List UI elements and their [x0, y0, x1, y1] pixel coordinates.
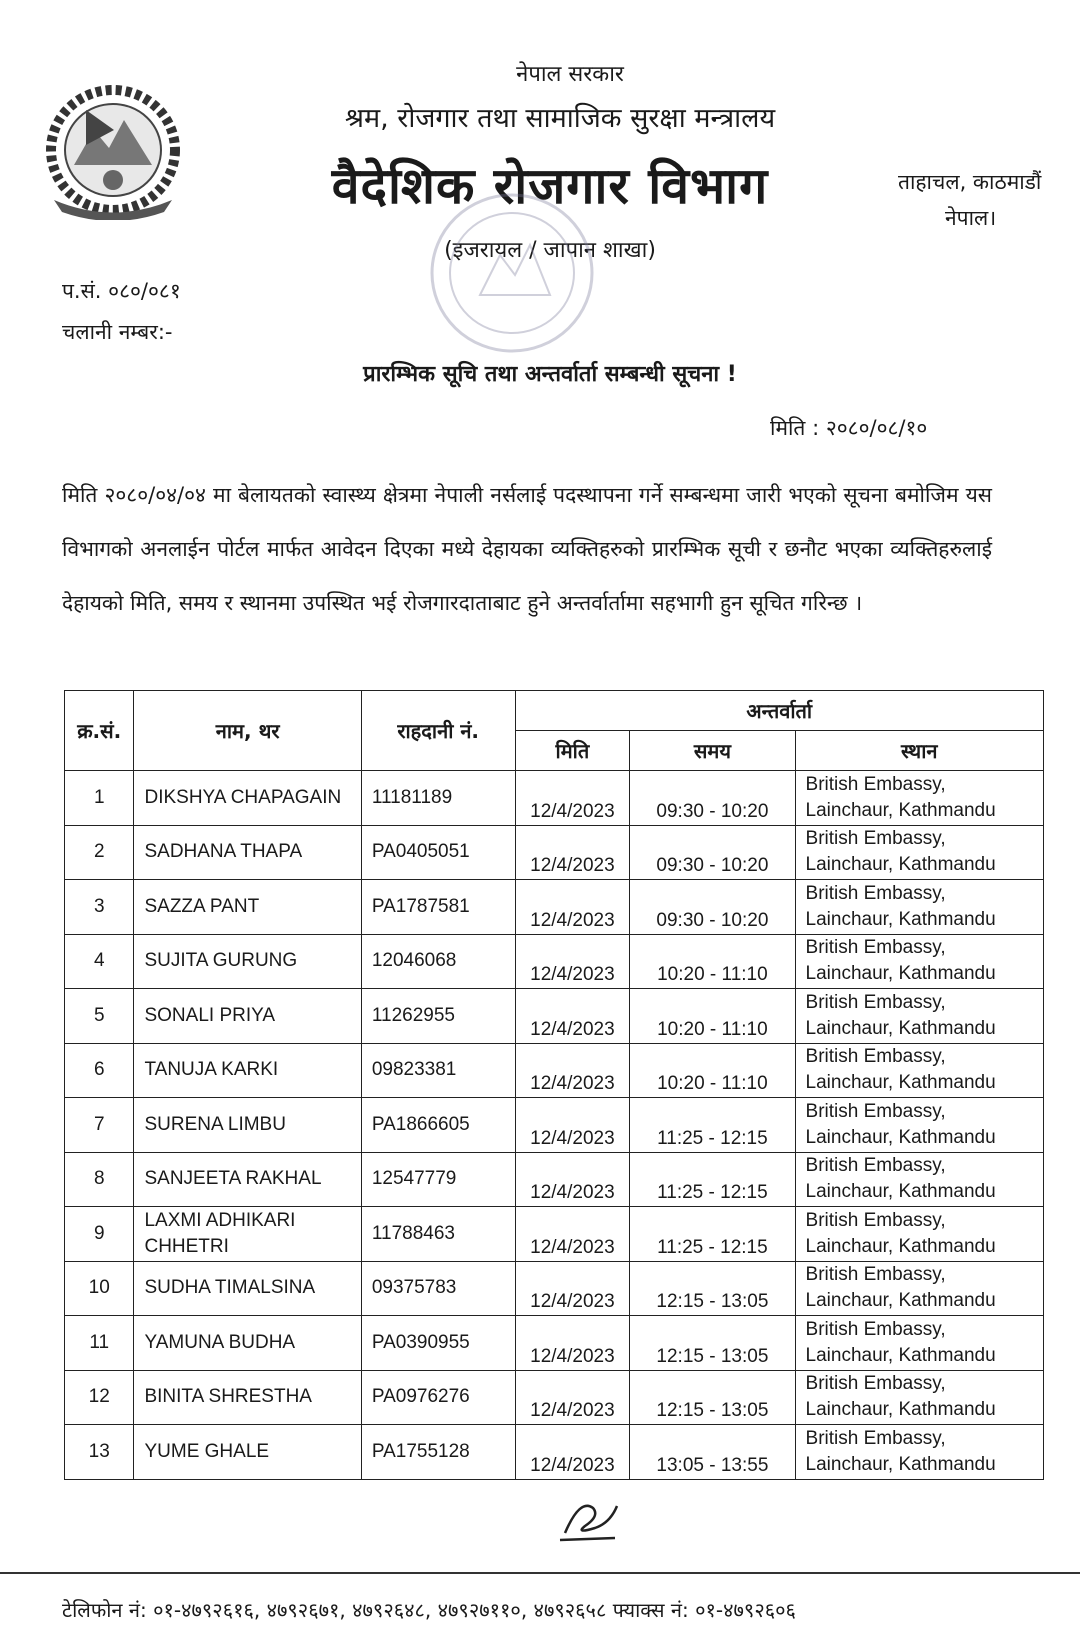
cell-name: SUJITA GURUNG — [134, 934, 361, 989]
header-sn: क्र.सं. — [65, 691, 134, 771]
table-row — [65, 825, 1044, 880]
venue-line-2: Lainchaur, Kathmandu — [805, 963, 996, 985]
cell-time: 11:25 - 12:15 — [630, 1207, 795, 1262]
cell-sn: 6 — [65, 1043, 134, 1098]
notice-body: मिति २०८०/०४/०४ मा बेलायतको स्वास्थ्य क्षेत्रमा नेपाली नर्सलाई पदस्थापना गर्ने सम्बन्धमा जारी भएको सूचना बमोजिम यस विभागको अनलाईन पोर्टल मार्फत आवेदन दिएका मध्ये देहायका व्यक्तिहरुको प्रारम्भिक सूची र छनौट भएका व्यक्तिहरुलाई देहायको मिति, समय र स्थानमा उपस्थित भई रोजगारदाताबाट हुने अन्तर्वार्तामा सहभागी हुन सूचित गरिन्छ । — [62, 483, 992, 615]
cell-sn: 8 — [65, 1152, 134, 1207]
cell-time: 10:20 - 11:10 — [630, 1043, 795, 1098]
cell-venue — [795, 1098, 1043, 1153]
cell-passport: 12547779 — [361, 1152, 515, 1207]
cell-venue — [795, 1425, 1043, 1480]
venue-line-1: British Embassy, — [805, 1209, 946, 1231]
venue-line-2: Lainchaur, Kathmandu — [805, 1344, 996, 1366]
cell-time: 09:30 - 10:20 — [630, 880, 795, 935]
cell-passport: PA0390955 — [361, 1316, 515, 1371]
notice-subject: प्रारम्भिक सूचि तथा अन्तर्वार्ता सम्बन्धी सूचना ! — [363, 362, 737, 387]
dispatch-number: चलानी नम्बर:- — [62, 320, 173, 344]
cell-date: 12/4/2023 — [515, 1261, 630, 1316]
cell-name: YAMUNA BUDHA — [134, 1316, 361, 1371]
venue-line-2: Lainchaur, Kathmandu — [805, 1181, 996, 1203]
cell-venue — [795, 771, 1043, 826]
cell-sn: 5 — [65, 989, 134, 1044]
cell-name: LAXMI ADHIKARI CHHETRI — [134, 1207, 361, 1262]
cell-sn: 4 — [65, 934, 134, 989]
cell-date: 12/4/2023 — [515, 1425, 630, 1480]
table-row — [65, 934, 1044, 989]
venue-line-2: Lainchaur, Kathmandu — [805, 854, 996, 876]
cell-sn: 12 — [65, 1370, 134, 1425]
cell-name: SONALI PRIYA — [134, 989, 361, 1044]
cell-venue — [795, 1043, 1043, 1098]
venue-line-1: British Embassy, — [805, 1373, 946, 1395]
cell-time: 11:25 - 12:15 — [630, 1152, 795, 1207]
cell-venue — [795, 1152, 1043, 1207]
venue-line-1: British Embassy, — [805, 1427, 946, 1449]
cell-time: 10:20 - 11:10 — [630, 989, 795, 1044]
table-body — [65, 771, 1044, 1480]
header-name: नाम, थर — [134, 691, 361, 771]
cell-passport: PA1787581 — [361, 880, 515, 935]
cell-name: DIKSHYA CHAPAGAIN — [134, 771, 361, 826]
cell-sn: 13 — [65, 1425, 134, 1480]
footer-divider — [0, 1572, 1080, 1574]
venue-line-1: British Embassy, — [805, 1264, 946, 1286]
cell-date: 12/4/2023 — [515, 825, 630, 880]
table-row — [65, 1098, 1044, 1153]
branch-name: (इजरायल / जापान शाखा) — [444, 238, 656, 263]
cell-time: 11:25 - 12:15 — [630, 1098, 795, 1153]
table-row — [65, 1370, 1044, 1425]
venue-line-2: Lainchaur, Kathmandu — [805, 1290, 996, 1312]
cell-venue — [795, 880, 1043, 935]
cell-name: YUME GHALE — [134, 1425, 361, 1480]
signature-mark — [555, 1488, 625, 1548]
table-row — [65, 1043, 1044, 1098]
venue-line-2: Lainchaur, Kathmandu — [805, 1126, 996, 1148]
table-row — [65, 1207, 1044, 1262]
department-seal-stamp — [420, 185, 605, 360]
cell-sn: 2 — [65, 825, 134, 880]
cell-date: 12/4/2023 — [515, 1316, 630, 1371]
government-name: नेपाल सरकार — [516, 62, 624, 87]
cell-passport: PA1866605 — [361, 1098, 515, 1153]
ministry-name: श्रम, रोजगार तथा सामाजिक सुरक्षा मन्त्रालय — [344, 103, 776, 134]
header-venue: स्थान — [795, 731, 1043, 771]
venue-line-1: British Embassy, — [805, 773, 946, 795]
table-row — [65, 771, 1044, 826]
cell-venue — [795, 1370, 1043, 1425]
venue-line-2: Lainchaur, Kathmandu — [805, 1072, 996, 1094]
cell-time: 13:05 - 13:55 — [630, 1425, 795, 1480]
cell-name: SURENA LIMBU — [134, 1098, 361, 1153]
reference-number: प.सं. ०८०/०८१ — [62, 279, 181, 303]
cell-name: BINITA SHRESTHA — [134, 1370, 361, 1425]
cell-date: 12/4/2023 — [515, 1207, 630, 1262]
cell-sn: 11 — [65, 1316, 134, 1371]
venue-line-2: Lainchaur, Kathmandu — [805, 1017, 996, 1039]
cell-date: 12/4/2023 — [515, 989, 630, 1044]
table-row — [65, 1425, 1044, 1480]
cell-sn: 9 — [65, 1207, 134, 1262]
cell-time: 12:15 - 13:05 — [630, 1370, 795, 1425]
header-passport: राहदानी नं. — [361, 691, 515, 771]
cell-time: 12:15 - 13:05 — [630, 1316, 795, 1371]
cell-venue — [795, 1316, 1043, 1371]
address-line-1: ताहाचल, काठमाडौं — [898, 170, 1042, 194]
cell-passport: 09375783 — [361, 1261, 515, 1316]
header-time: समय — [630, 731, 795, 771]
header-date: मिति — [515, 731, 630, 771]
cell-date: 12/4/2023 — [515, 771, 630, 826]
cell-passport: 12046068 — [361, 934, 515, 989]
cell-passport: PA0405051 — [361, 825, 515, 880]
venue-line-1: British Embassy, — [805, 937, 946, 959]
cell-date: 12/4/2023 — [515, 1043, 630, 1098]
cell-sn: 10 — [65, 1261, 134, 1316]
cell-time: 09:30 - 10:20 — [630, 771, 795, 826]
table-row — [65, 880, 1044, 935]
cell-venue — [795, 934, 1043, 989]
venue-line-1: British Embassy, — [805, 1100, 946, 1122]
cell-sn: 3 — [65, 880, 134, 935]
table-row — [65, 1261, 1044, 1316]
table-row — [65, 1152, 1044, 1207]
cell-sn: 7 — [65, 1098, 134, 1153]
address-line-2: नेपाल। — [945, 206, 997, 230]
venue-line-2: Lainchaur, Kathmandu — [805, 799, 996, 821]
cell-passport: 11788463 — [361, 1207, 515, 1262]
cell-time: 09:30 - 10:20 — [630, 825, 795, 880]
cell-venue — [795, 1207, 1043, 1262]
venue-line-2: Lainchaur, Kathmandu — [805, 1235, 996, 1257]
department-name: वैदेशिक रोजगार विभाग — [331, 157, 769, 215]
cell-date: 12/4/2023 — [515, 1098, 630, 1153]
cell-name: SUDHA TIMALSINA — [134, 1261, 361, 1316]
cell-passport: 11262955 — [361, 989, 515, 1044]
cell-name: TANUJA KARKI — [134, 1043, 361, 1098]
table-row — [65, 989, 1044, 1044]
cell-name: SAZZA PANT — [134, 880, 361, 935]
cell-venue — [795, 989, 1043, 1044]
header-interview: अन्तर्वार्ता — [515, 691, 1043, 731]
venue-line-1: British Embassy, — [805, 828, 946, 850]
candidate-table — [64, 690, 1044, 1480]
venue-line-1: British Embassy, — [805, 1155, 946, 1177]
cell-date: 12/4/2023 — [515, 1370, 630, 1425]
notice-date: मिति : २०८०/०८/१० — [770, 416, 928, 440]
cell-time: 10:20 - 11:10 — [630, 934, 795, 989]
cell-passport: PA0976276 — [361, 1370, 515, 1425]
cell-name: SANJEETA RAKHAL — [134, 1152, 361, 1207]
venue-line-2: Lainchaur, Kathmandu — [805, 1399, 996, 1421]
cell-venue — [795, 1261, 1043, 1316]
cell-passport: 11181189 — [361, 771, 515, 826]
contact-footer: टेलिफोन नं: ०१-४७९२६१६, ४७९२६७१, ४७९२६४८, ४७९२७११०, ४७९२६५८ फ्याक्स नं: ०१-४७९२६०६ — [62, 1598, 796, 1622]
cell-venue — [795, 825, 1043, 880]
cell-date: 12/4/2023 — [515, 880, 630, 935]
venue-line-1: British Embassy, — [805, 991, 946, 1013]
cell-time: 12:15 - 13:05 — [630, 1261, 795, 1316]
venue-line-2: Lainchaur, Kathmandu — [805, 1453, 996, 1475]
venue-line-2: Lainchaur, Kathmandu — [805, 908, 996, 930]
venue-line-1: British Embassy, — [805, 882, 946, 904]
cell-sn: 1 — [65, 771, 134, 826]
cell-date: 12/4/2023 — [515, 934, 630, 989]
cell-passport: PA1755128 — [361, 1425, 515, 1480]
table-row — [65, 1316, 1044, 1371]
cell-name: SADHANA THAPA — [134, 825, 361, 880]
cell-date: 12/4/2023 — [515, 1152, 630, 1207]
cell-passport: 09823381 — [361, 1043, 515, 1098]
venue-line-1: British Embassy, — [805, 1318, 946, 1340]
venue-line-1: British Embassy, — [805, 1046, 946, 1068]
